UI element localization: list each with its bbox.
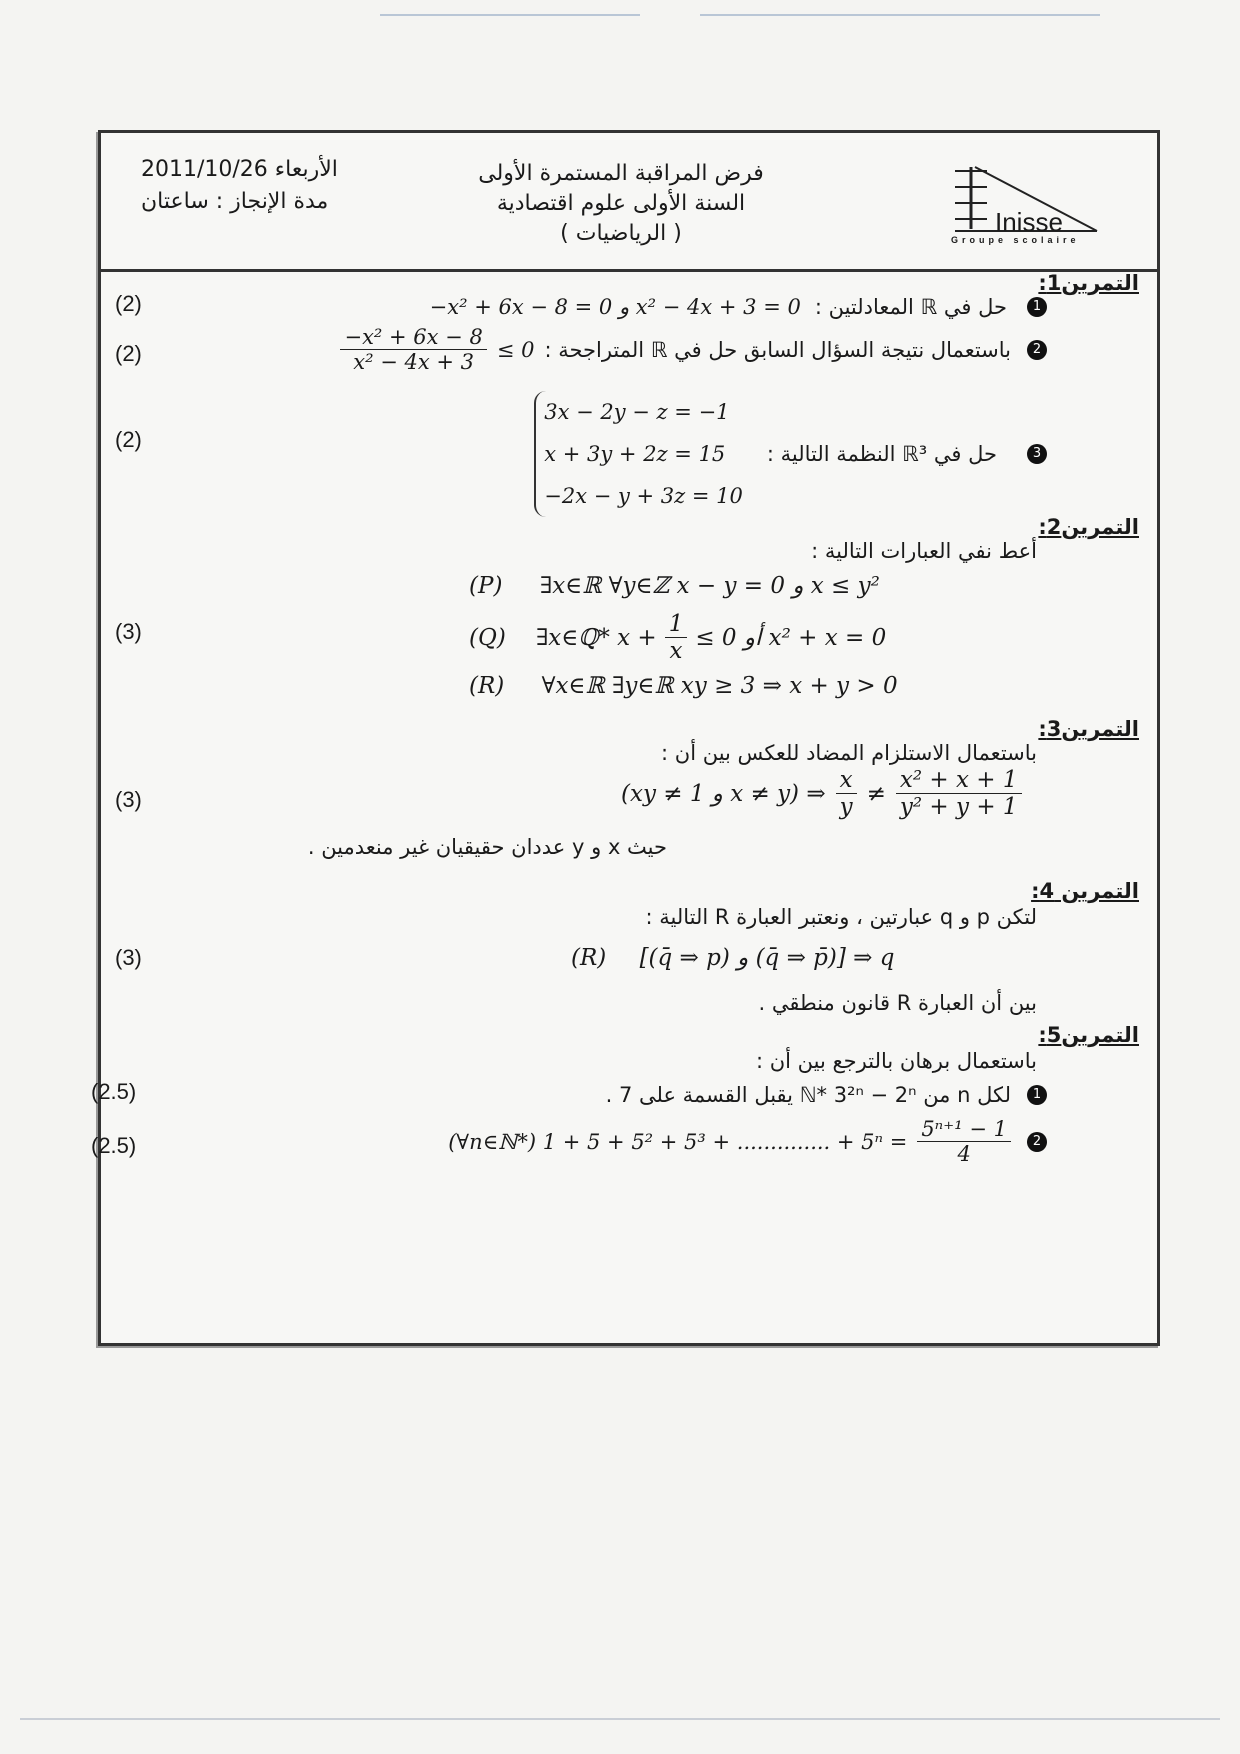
exercise-2-intro: أعط نفي العبارات التالية : bbox=[811, 539, 1037, 563]
fraction-numerator: x bbox=[836, 767, 857, 794]
scan-artifact bbox=[700, 14, 1100, 16]
exercise-2-q bbox=[469, 611, 886, 664]
statement-label: (R) bbox=[469, 673, 505, 699]
not-equal-sign: ≠ bbox=[866, 780, 886, 807]
system-equation-2: x + 3y + 2z = 15 bbox=[544, 442, 726, 466]
statement-label: (R) bbox=[571, 945, 607, 971]
fraction-numerator: 5ⁿ⁺¹ − 1 bbox=[917, 1117, 1011, 1142]
question-number-icon: 1 bbox=[1027, 1085, 1047, 1105]
fraction-denominator: y bbox=[839, 794, 853, 820]
statement-formula: ∀x∈ℝ ∃y∈ℝ xy ≥ 3 ⇒ x + y > 0 bbox=[541, 673, 898, 699]
statement-formula: ∃x∈ℝ ∀y∈ℤ x − y = 0 و x ≤ y² bbox=[539, 573, 880, 599]
system-equation-3: −2x − y + 3z = 10 bbox=[544, 484, 743, 508]
exam-title: فرض المراقبة المستمرة الأولى bbox=[478, 161, 764, 186]
exercise-1-q1-text: حل في ℝ المعادلتين : bbox=[814, 295, 1007, 319]
exercise-5-intro: باستعمال برهان بالترجع بين أن : bbox=[755, 1049, 1037, 1073]
exercise-4-intro: لتكن p و q عبارتين ، ونعتبر العبارة R التالية : bbox=[645, 905, 1037, 929]
statement-label: (Q) bbox=[469, 624, 506, 651]
exercise-5-q2 bbox=[448, 1117, 1047, 1166]
question-number-icon: 1 bbox=[1027, 297, 1047, 317]
exercise-1-q1 bbox=[430, 295, 1047, 319]
exercise-5-title: التمرين5: bbox=[1038, 1023, 1139, 1047]
system-equation-1: 3x − 2y − z = −1 bbox=[544, 400, 730, 424]
scan-bottom-line bbox=[20, 1718, 1220, 1720]
fraction-denominator: x bbox=[669, 638, 683, 664]
exercise-1-q2 bbox=[340, 325, 1047, 374]
logo-subtitle: Groupe scolaire bbox=[951, 235, 1080, 245]
exercise-3-note: حيث x و y عددان حقيقيان غير منعدمين . bbox=[307, 835, 667, 859]
question-number-icon: 2 bbox=[1027, 1132, 1047, 1152]
exercise-1-q2-relation: ≤ 0 bbox=[496, 337, 535, 362]
exercise-3-title: التمرين3: bbox=[1038, 717, 1139, 741]
sum-fraction bbox=[917, 1117, 1011, 1166]
fraction-x-over-y bbox=[836, 767, 857, 820]
exam-sheet bbox=[91, 130, 1160, 1346]
exercise-5-q2-points: (2.5) bbox=[91, 1133, 137, 1158]
statement-fraction bbox=[665, 611, 688, 664]
exercise-5-q1 bbox=[606, 1083, 1047, 1107]
exercise-4-points: (3) bbox=[115, 945, 142, 970]
exercise-2-r bbox=[469, 673, 898, 699]
exercise-1-q1-points: (2) bbox=[115, 291, 142, 316]
exercise-1-q2-text: باستعمال نتيجة السؤال السابق حل في ℝ المتراجحة : bbox=[544, 337, 1011, 362]
exercise-1-q3-points: (2) bbox=[115, 427, 142, 452]
fraction-numerator: −x² + 6x − 8 bbox=[340, 325, 486, 350]
scan-artifact bbox=[380, 14, 640, 16]
statement-label: (P) bbox=[469, 573, 503, 599]
question-number-icon: 3 bbox=[1027, 444, 1047, 464]
exercise-5-q1-points: (2.5) bbox=[91, 1079, 137, 1104]
exercise-1-q3 bbox=[534, 391, 1047, 517]
exercise-1-title: التمرين1: bbox=[1038, 271, 1139, 295]
exercise-3-implication bbox=[621, 767, 1022, 820]
fraction-denominator: 4 bbox=[957, 1142, 971, 1166]
exercise-2-title: التمرين2: bbox=[1038, 515, 1139, 539]
exercise-4-statement bbox=[571, 945, 894, 971]
statement-formula: [(q̄ ⇒ p) و (q̄ ⇒ p̄)] ⇒ q bbox=[639, 945, 895, 971]
logo-name: Inisse bbox=[995, 207, 1063, 237]
fraction-denominator: y² + y + 1 bbox=[899, 794, 1018, 820]
fraction-denominator: x² − 4x + 3 bbox=[353, 350, 475, 374]
exercise-2-p bbox=[469, 573, 880, 599]
exercise-1-q2-fraction bbox=[340, 325, 486, 374]
fraction-numerator: 1 bbox=[665, 611, 688, 638]
exam-date: الأربعاء 2011/10/26 bbox=[141, 157, 338, 182]
exercise-1-q1-equations: −x² + 6x − 8 = 0 و x² − 4x + 3 = 0 bbox=[429, 295, 801, 319]
sum-formula: (∀n∈ℕ*) 1 + 5 + 5² + 5³ + .............. + 5ⁿ = bbox=[448, 1129, 908, 1154]
exam-subject: ( الرياضيات ) bbox=[560, 221, 682, 246]
exercise-3-intro: باستعمال الاستلزام المضاد للعكس بين أن : bbox=[661, 741, 1037, 765]
exercise-4-title: التمرين 4: bbox=[1031, 879, 1139, 903]
statement-formula-end: ≤ 0 أو x² + x = 0 bbox=[695, 624, 887, 651]
exam-header bbox=[101, 133, 1157, 272]
fraction-polynomials bbox=[896, 767, 1022, 820]
implication-premise: (xy ≠ 1 و x ≠ y) ⇒ bbox=[621, 780, 826, 807]
statement-formula-start: ∃x∈ℚ* x + bbox=[535, 624, 657, 651]
exercise-4-conclusion: بين أن العبارة R قانون منطقي . bbox=[758, 991, 1037, 1015]
exercise-5-q1-text: لكل n من ℕ* 3²ⁿ − 2ⁿ يقبل القسمة على 7 . bbox=[605, 1083, 1011, 1107]
exercise-3-points: (3) bbox=[115, 787, 142, 812]
exercise-1-q2-points: (2) bbox=[115, 341, 142, 366]
linear-system bbox=[534, 391, 743, 517]
fraction-numerator: x² + x + 1 bbox=[896, 767, 1022, 794]
exam-class: السنة الأولى علوم اقتصادية bbox=[496, 191, 746, 216]
question-number-icon: 2 bbox=[1027, 340, 1047, 360]
exercise-2-points: (3) bbox=[115, 619, 142, 644]
school-logo bbox=[947, 159, 1107, 251]
exercise-1-q3-text: حل في ℝ³ النظمة التالية : bbox=[766, 442, 997, 466]
exam-duration: مدة الإنجاز : ساعتان bbox=[141, 189, 329, 214]
